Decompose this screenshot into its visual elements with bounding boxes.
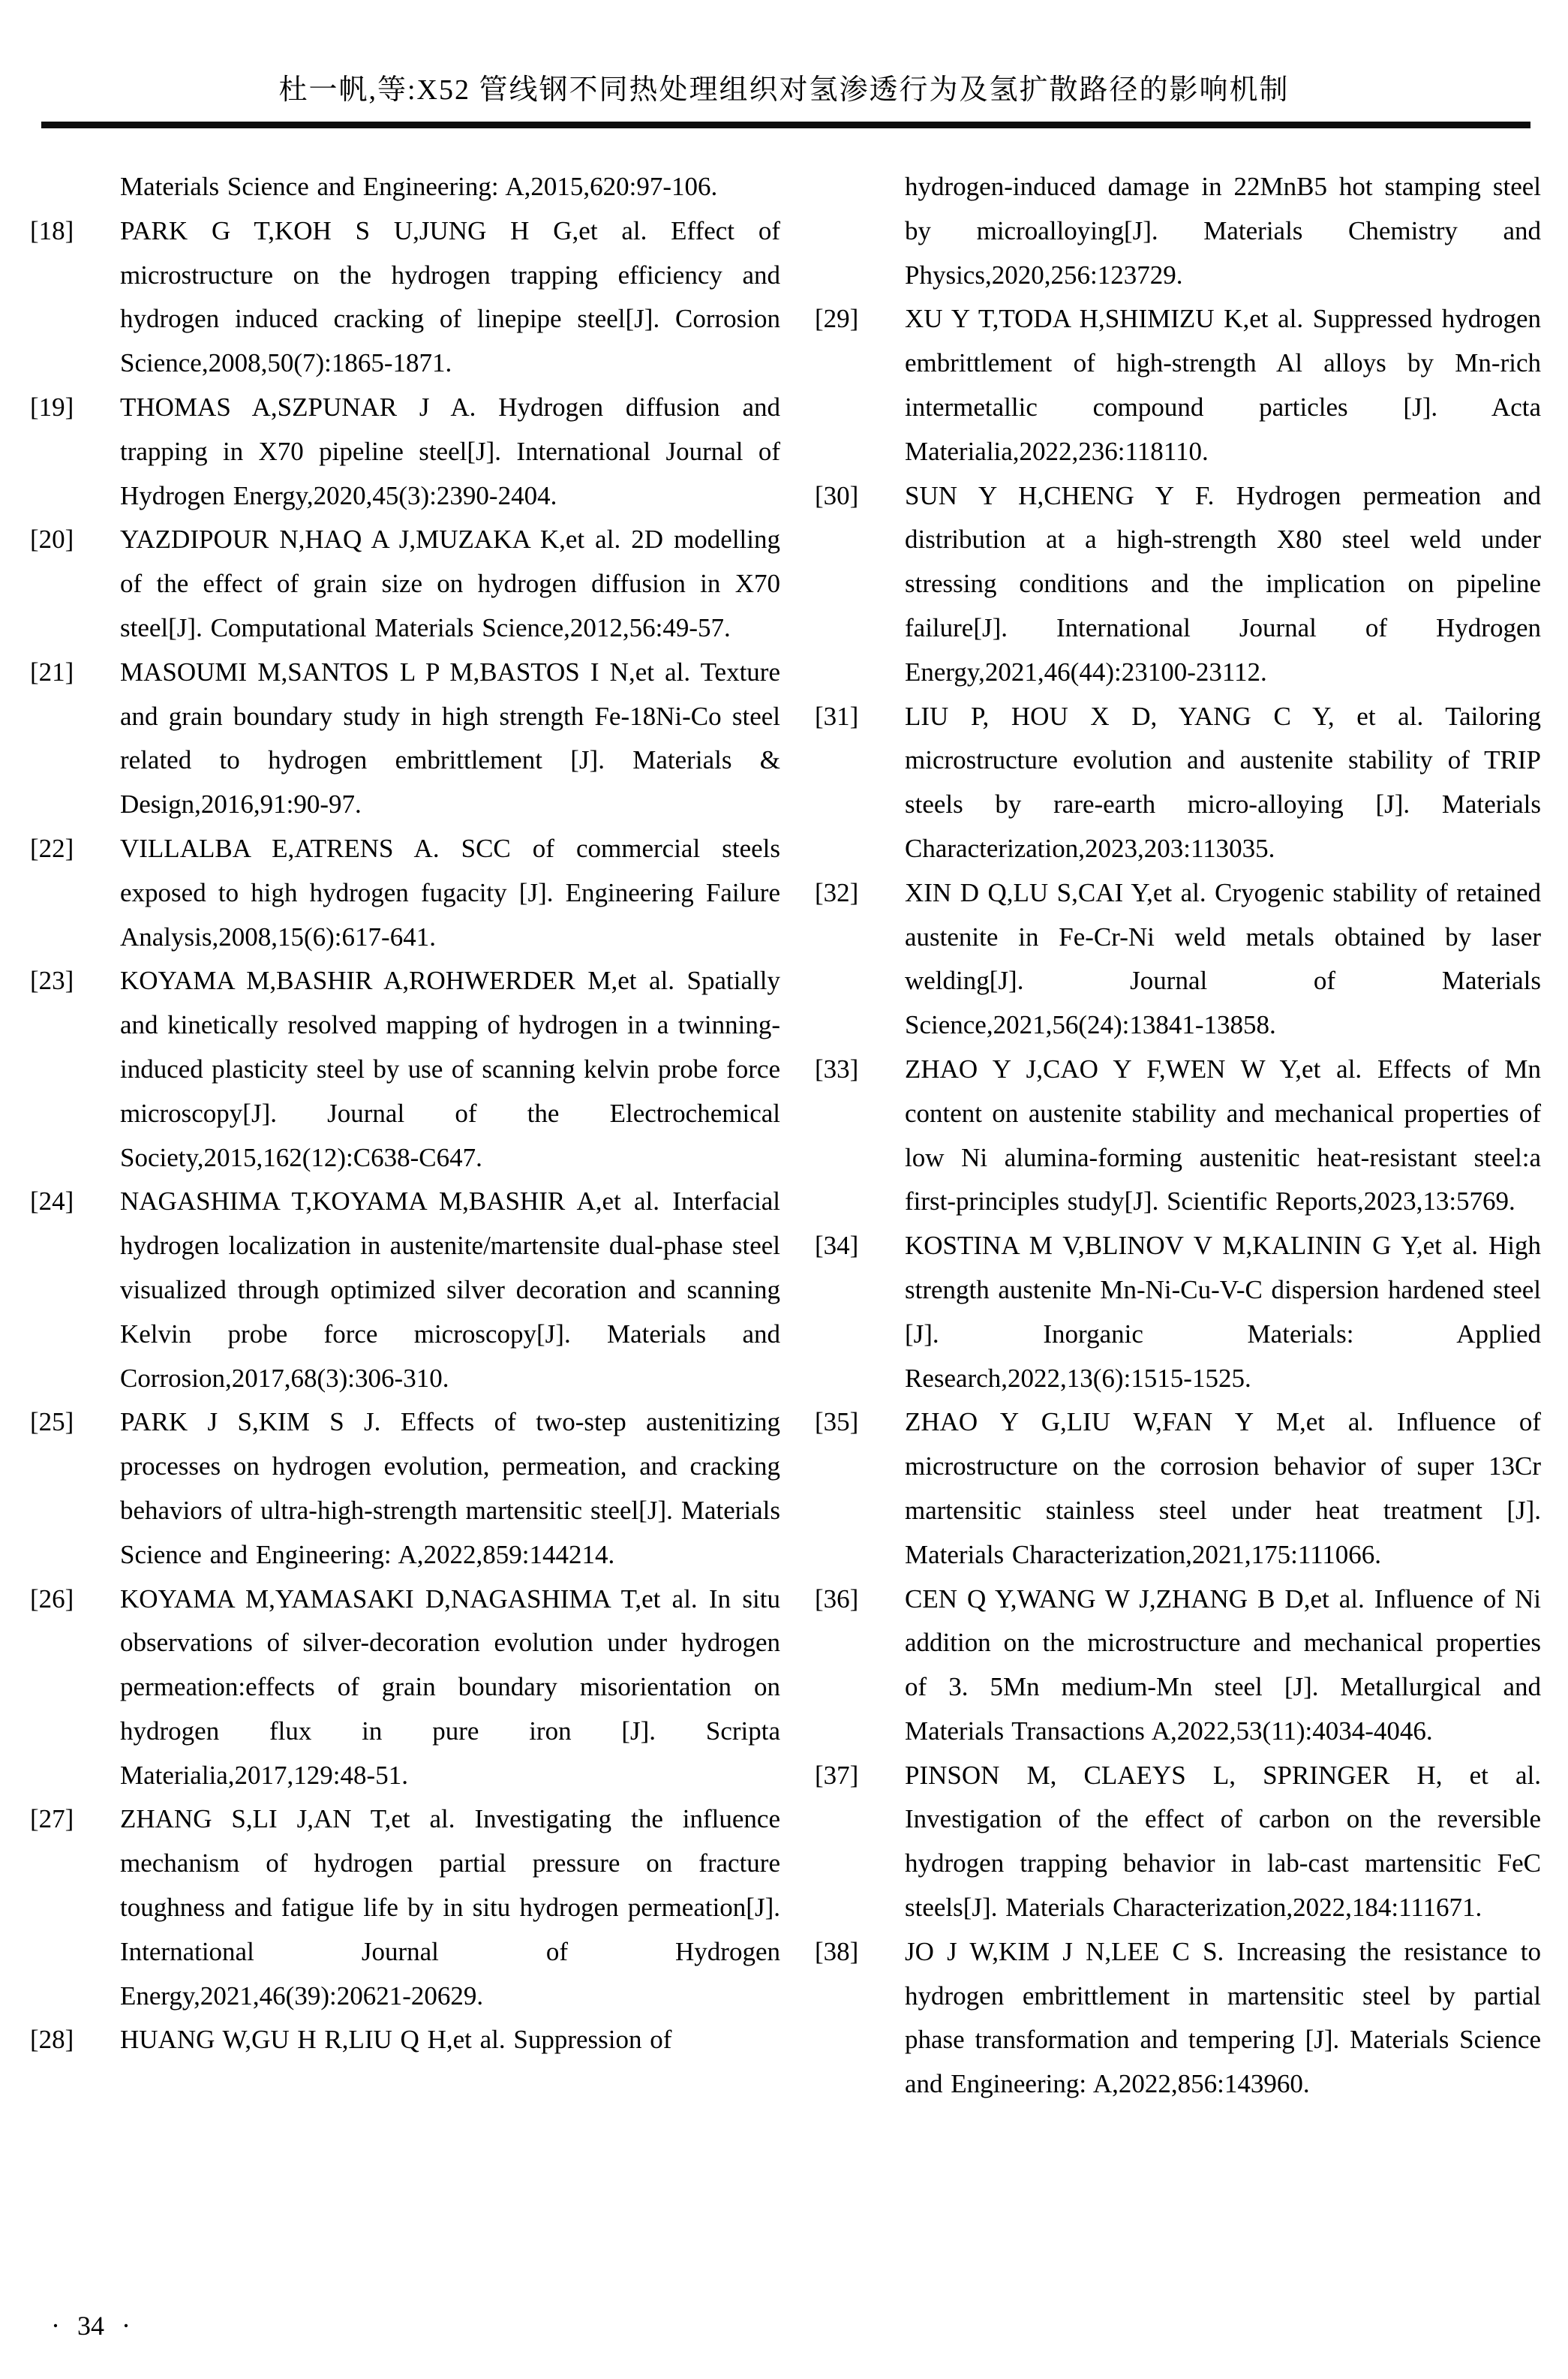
reference-text: YAZDIPOUR N,HAQ A J,MUZAKA K,et al. 2D modelling of the effect of grain size on hydrogen diffusion in X70 steel[J]. Computational Materials Science,2012,56:49-57. [120, 525, 780, 642]
reference-number: [18] [30, 215, 74, 245]
reference-text: THOMAS A,SZPUNAR J A. Hydrogen diffusion and trapping in X70 pipeline steel[J]. International Journal of Hydrogen Energy,2020,45(3):2390-2404. [120, 392, 780, 510]
reference-text: ZHAO Y J,CAO Y F,WEN W Y,et al. Effects of Mn content on austenite stability and mechanical properties of low Ni alumina-forming austenitic heat-resistant steel:a first-principles study[J]. Scientific Reports,2023,13:5769. [905, 1054, 1541, 1217]
reference-item [815, 1400, 1541, 1577]
reference-item [30, 386, 780, 518]
reference-number: [21] [30, 657, 74, 687]
reference-text: PARK G T,KOH S U,JUNG H G,et al. Effect of microstructure on the hydrogen trapping efficiency and hydrogen induced cracking of linepipe steel[J]. Corrosion Science,2008,50(7):1865-1871. [120, 215, 780, 378]
reference-text: HUANG W,GU H R,LIU Q H,et al. Suppression of [120, 2025, 672, 2055]
reference-text: hydrogen-induced damage in 22MnB5 hot stamping steel by microalloying[J]. Materials Chemistry and Physics,2020,256:123729. [905, 172, 1541, 290]
reference-number: [34] [815, 1231, 859, 1261]
reference-item [815, 871, 1541, 1048]
reference-item [30, 209, 780, 386]
reference-item [30, 1577, 780, 1798]
reference-item [815, 297, 1541, 474]
reference-number: [22] [30, 833, 74, 863]
reference-text: KOYAMA M,BASHIR A,ROHWERDER M,et al. Spatially and kinetically resolved mapping of hydrogen in a twinning-induced plasticity steel by use of scanning kelvin probe force microscopy[J]. Journal of the Electrochemical Society,2015,162(12):C638-C647. [120, 966, 780, 1172]
reference-number: [26] [30, 1583, 74, 1614]
reference-text: XIN D Q,LU S,CAI Y,et al. Cryogenic stability of retained austenite in Fe-Cr-Ni weld metals obtained by laser welding[J]. Journal of Materials Science,2021,56(24):13841-13858. [905, 877, 1541, 1040]
reference-number: [25] [30, 1407, 74, 1437]
reference-item [30, 1797, 780, 2018]
reference-item [30, 165, 780, 209]
reference-number: [35] [815, 1407, 859, 1437]
reference-text: CEN Q Y,WANG W J,ZHANG B D,et al. Influence of Ni addition on the microstructure and mechanical properties of 3. 5Mn medium-Mn steel [J]. Metallurgical and Materials Transactions A,2022,53(11):4034-4046. [905, 1583, 1541, 1746]
reference-number: [37] [815, 1760, 859, 1790]
reference-text: NAGASHIMA T,KOYAMA M,BASHIR A,et al. Interfacial hydrogen localization in austenite/martensite dual-phase steel visualized through optimized silver decoration and scanning Kelvin probe force microscopy[J]. Materials and Corrosion,2017,68(3):306-310. [120, 1186, 780, 1393]
references-column-left [30, 165, 780, 2062]
reference-item [30, 1180, 780, 1400]
reference-item [815, 695, 1541, 871]
reference-text: ZHANG S,LI J,AN T,et al. Investigating the influence mechanism of hydrogen partial pressure on fracture toughness and fatigue life by in situ hydrogen permeation[J]. International Journal of Hydrogen Energy,2021,46(39):20621-20629. [120, 1804, 780, 2011]
reference-text: XU Y T,TODA H,SHIMIZU K,et al. Suppressed hydrogen embrittlement of high-strength Al alloys by Mn-rich intermetallic compound particles [J]. Acta Materialia,2022,236:118110. [905, 304, 1541, 466]
references-column-right [815, 165, 1541, 2107]
reference-text: VILLALBA E,ATRENS A. SCC of commercial steels exposed to high hydrogen fugacity [J]. Engineering Failure Analysis,2008,15(6):617-641. [120, 833, 780, 952]
page-number: · 34 · [51, 2311, 131, 2341]
reference-number: [36] [815, 1583, 859, 1614]
reference-number: [32] [815, 877, 859, 907]
reference-text: Materials Science and Engineering: A,2015,620:97-106. [120, 172, 718, 201]
reference-text: ZHAO Y G,LIU W,FAN Y M,et al. Influence of microstructure on the corrosion behavior of super 13Cr martensitic stainless steel under heat treatment [J]. Materials Characterization,2021,175:111066. [905, 1407, 1541, 1569]
reference-text: LIU P, HOU X D, YANG C Y, et al. Tailoring microstructure evolution and austenite stability of TRIP steels by rare-earth micro-alloying [J]. Materials Characterization,2023,203:113035. [905, 701, 1541, 863]
reference-item [30, 827, 780, 959]
reference-number: [20] [30, 525, 74, 555]
reference-item [815, 1048, 1541, 1224]
reference-item [30, 1400, 780, 1577]
reference-number: [31] [815, 701, 859, 731]
reference-item [815, 165, 1541, 297]
reference-number: [33] [815, 1054, 859, 1084]
reference-text: KOSTINA M V,BLINOV V M,KALININ G Y,et al. High strength austenite Mn-Ni-Cu-V-C dispersion hardened steel [J]. Inorganic Materials: Applied Research,2022,13(6):1515-1525. [905, 1231, 1541, 1393]
reference-number: [38] [815, 1936, 859, 1966]
reference-item [815, 1577, 1541, 1754]
header-rule [41, 122, 1530, 128]
reference-item [815, 474, 1541, 695]
reference-text: SUN Y H,CHENG Y F. Hydrogen permeation and distribution at a high-strength X80 steel weld under stressing conditions and the implication on pipeline failure[J]. International Journal of Hydrogen Energy,2021,46(44):23100-23112. [905, 480, 1541, 687]
reference-number: [27] [30, 1804, 74, 1834]
reference-item [30, 518, 780, 650]
reference-number: [28] [30, 2025, 74, 2055]
reference-item [30, 959, 780, 1180]
running-head-title: 杜一帆,等:X52 管线钢不同热处理组织对氢渗透行为及氢扩散路径的影响机制 [278, 74, 1290, 106]
reference-item [30, 2018, 780, 2062]
reference-item [815, 1754, 1541, 1930]
reference-item [815, 1930, 1541, 2107]
reference-text: MASOUMI M,SANTOS L P M,BASTOS I N,et al. Texture and grain boundary study in high strength Fe-18Ni-Co steel related to hydrogen embrittlement [J]. Materials & Design,2016,91:90-97. [120, 657, 780, 820]
reference-number: [24] [30, 1186, 74, 1217]
reference-text: KOYAMA M,YAMASAKI D,NAGASHIMA T,et al. In situ observations of silver-decoration evolution under hydrogen permeation:effects of grain boundary misorientation on hydrogen flux in pure iron [J]. Scripta Materialia,2017,129:48-51. [120, 1583, 780, 1790]
reference-text: PINSON M, CLAEYS L, SPRINGER H, et al. Investigation of the effect of carbon on the reversible hydrogen trapping behavior in lab-cast martensitic FeC steels[J]. Materials Characterization,2022,184:111671. [905, 1760, 1541, 1923]
reference-text: PARK J S,KIM S J. Effects of two-step austenitizing processes on hydrogen evolution, permeation, and cracking behaviors of ultra-high-strength martensitic steel[J]. Materials Science and Engineering: A,2022,859:144214. [120, 1407, 780, 1569]
reference-number: [19] [30, 392, 74, 422]
reference-number: [29] [815, 304, 859, 334]
reference-number: [23] [30, 966, 74, 996]
reference-text: JO J W,KIM J N,LEE C S. Increasing the resistance to hydrogen embrittlement in martensitic steel by partial phase transformation and tempering [J]. Materials Science and Engineering: A,2022,856:143960. [905, 1936, 1541, 2099]
reference-item [30, 651, 780, 827]
reference-item [815, 1224, 1541, 1400]
reference-number: [30] [815, 480, 859, 510]
